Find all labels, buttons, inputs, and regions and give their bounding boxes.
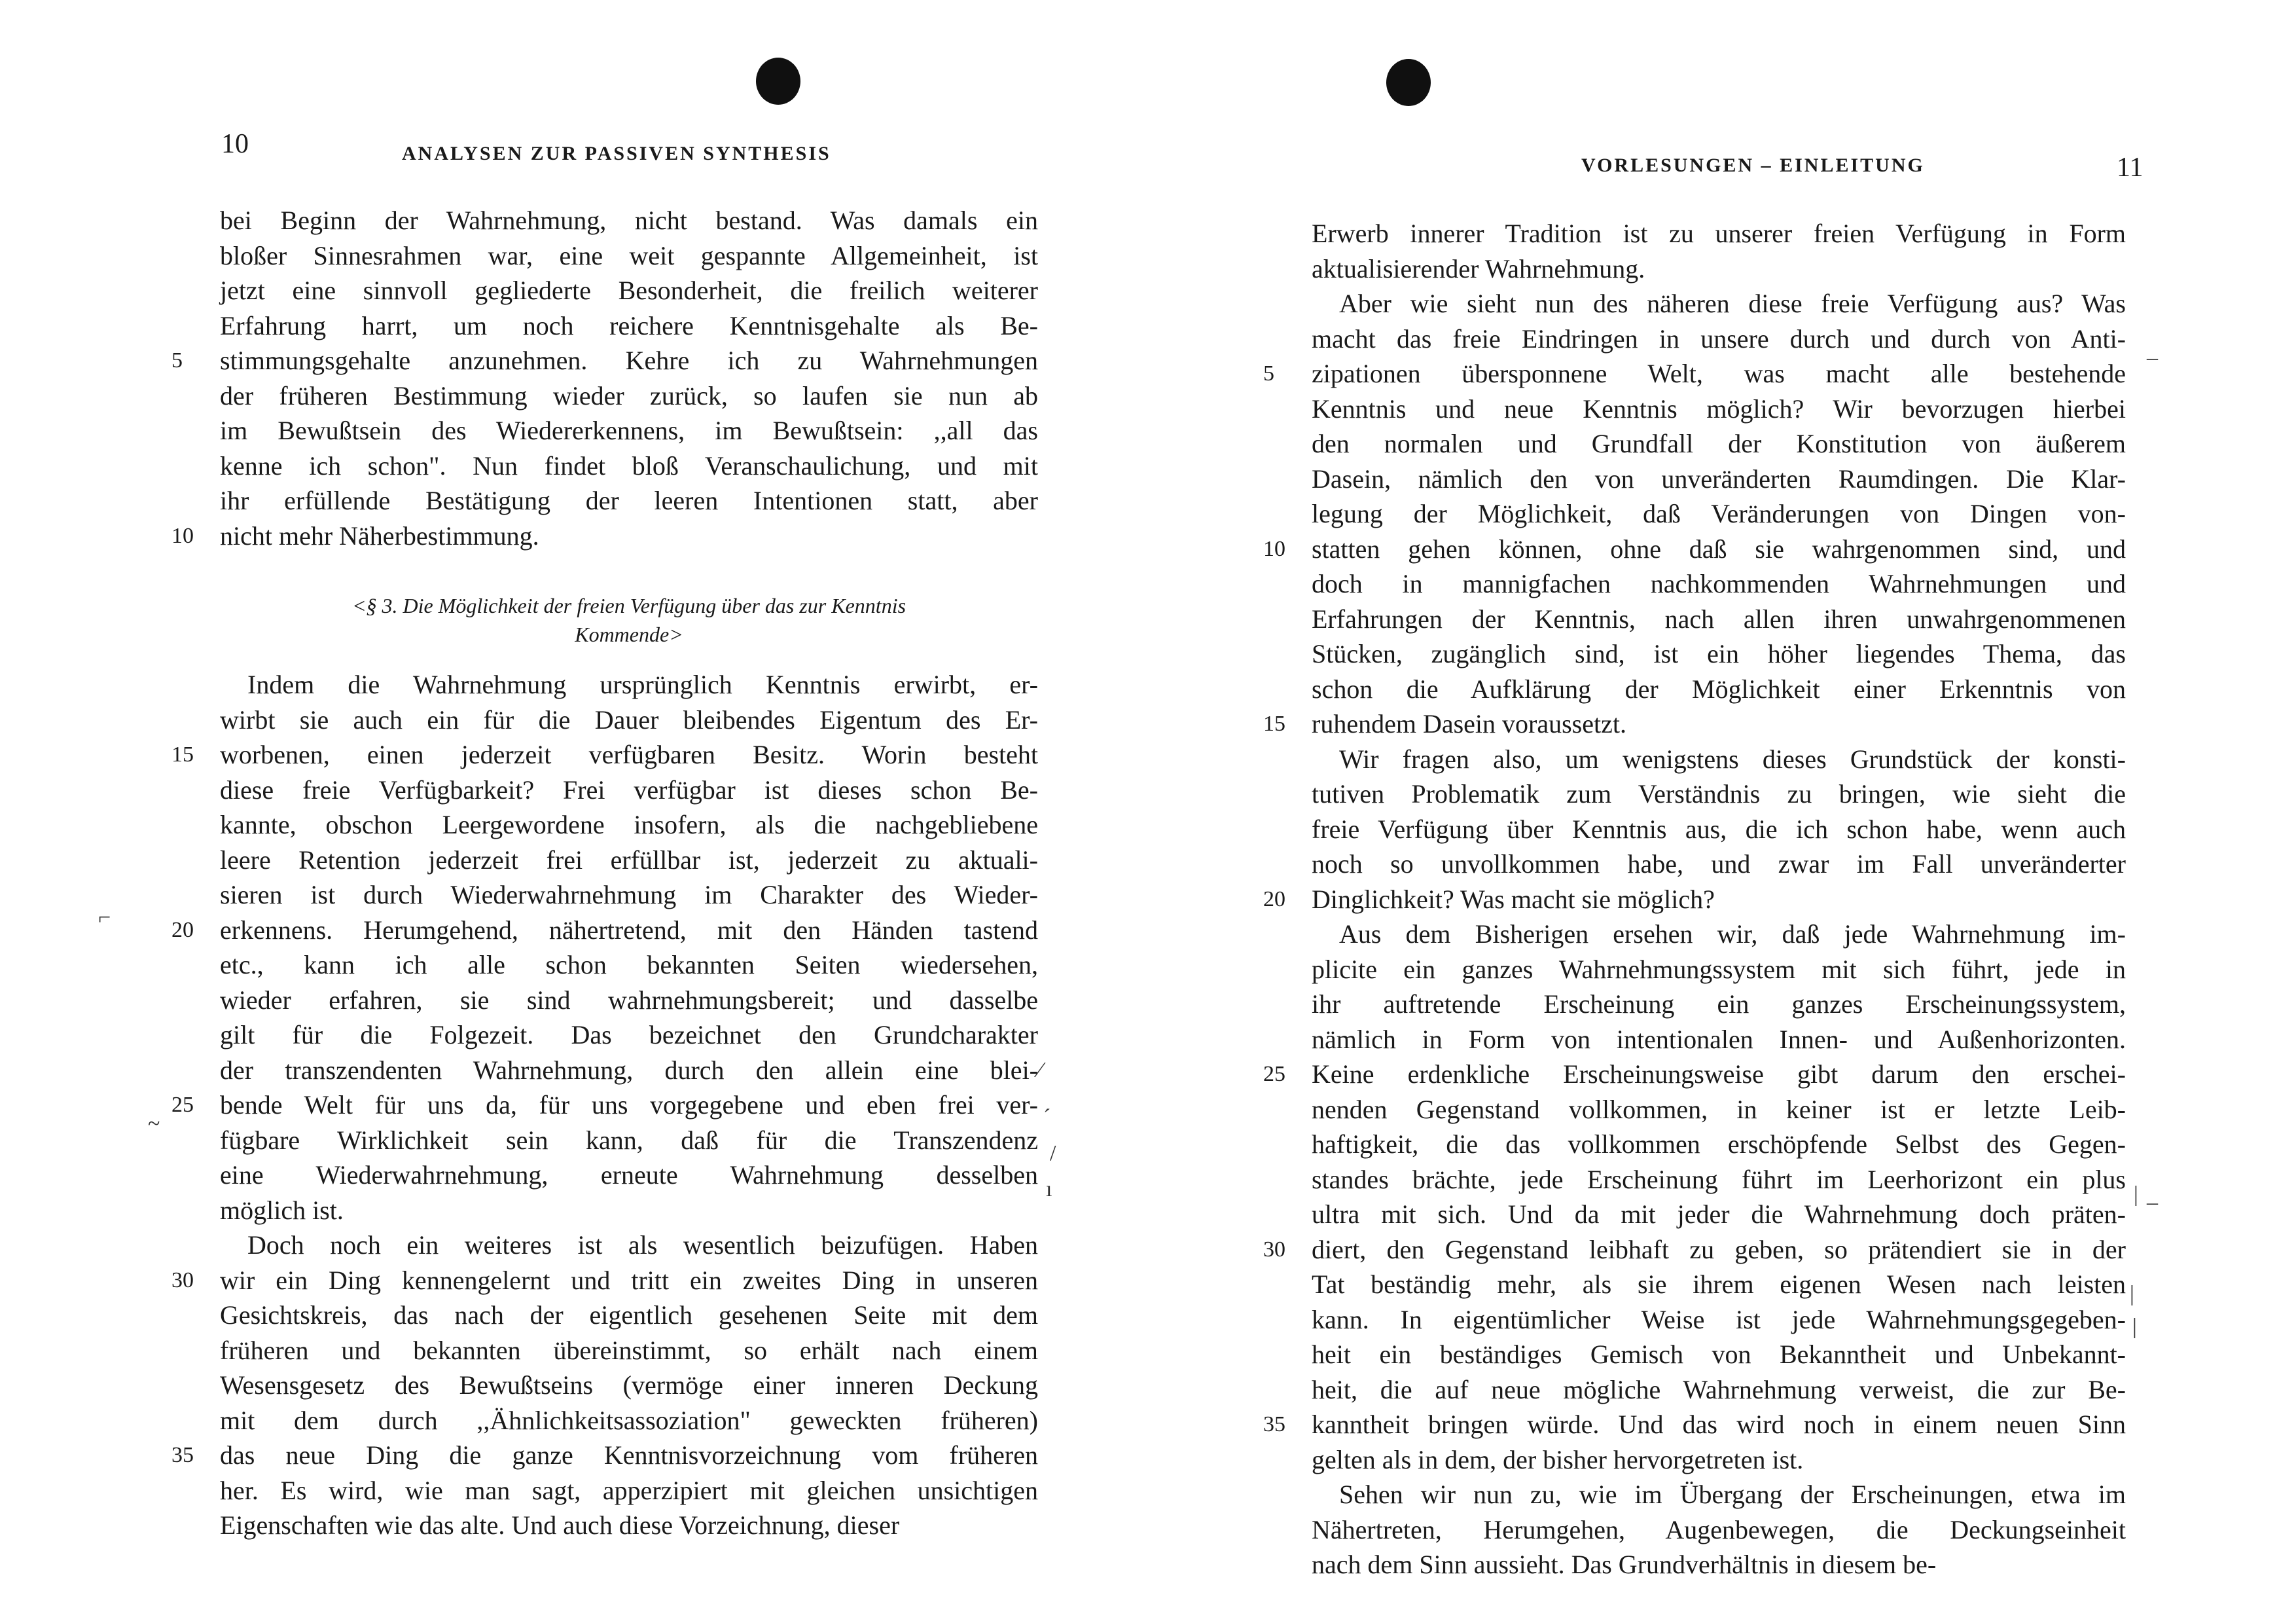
line-text: Keine erdenkliche Erscheinungsweise gibt darum den erschei- xyxy=(1312,1059,2126,1089)
line-text: Aus dem Bisherigen ersehen wir, daß jede Wahrnehmung im- xyxy=(1339,919,2126,949)
text-line xyxy=(1263,882,2126,917)
line-text: Tat beständig mehr, als sie ihrem eigenen Wesen nach leisten xyxy=(1312,1269,2126,1299)
line-text: ultra mit sich. Und da mit jeder die Wahrnehmung doch präten- xyxy=(1312,1199,2126,1229)
text-line xyxy=(1312,847,2126,882)
line-text: nämlich in Form von intentionalen Innen- und Außenhorizonten. xyxy=(1312,1024,2126,1054)
running-head: ANALYSEN ZUR PASSIVEN SYNTHESIS xyxy=(402,143,831,164)
line-text: erkennens. Herumgehend, nähertretend, mit den Händen tastend xyxy=(220,915,1038,945)
line-text: kenne ich schon". Nun findet bloß Veranschaulichung, und mit xyxy=(220,450,1038,481)
line-text: legung der Möglichkeit, daß Veränderungen von Dingen von- xyxy=(1312,499,2126,528)
text-line xyxy=(1263,356,2126,392)
paragraph xyxy=(171,667,1038,1228)
line-number: 30 xyxy=(1263,1237,1285,1262)
right-text-block xyxy=(1263,216,2126,1582)
text-line xyxy=(171,737,1038,773)
line-text: Dasein, nämlich den von unveränderten Raumdingen. Die Klar- xyxy=(1312,464,2126,494)
text-line xyxy=(220,483,1038,519)
line-text: kann. In eigentümlicher Weise ist jede Wahrnehmungsgegeben- xyxy=(1312,1304,2126,1334)
right-page xyxy=(1148,0,2296,1623)
line-number: 35 xyxy=(1263,1412,1285,1436)
line-text: diert, den Gegenstand leibhaft zu geben, so prätendiert sie in der xyxy=(1312,1234,2126,1264)
text-line xyxy=(220,1508,1038,1543)
text-line xyxy=(220,448,1038,484)
line-text: sieren ist durch Wiederwahrnehmung im Charakter des Wieder- xyxy=(220,880,1038,909)
text-line xyxy=(220,1193,1038,1228)
line-text: Wesensgesetz des Bewußtseins (vermöge einer inneren Deckung xyxy=(220,1370,1038,1400)
line-text: her. Es wird, wie man sagt, apperzipiert mit gleichen unsichtigen xyxy=(220,1475,1038,1505)
line-number: 30 xyxy=(171,1267,194,1292)
line-text: Erwerb innerer Tradition ist zu unserer freien Verfügung in Form xyxy=(1312,219,2126,248)
line-text: wieder erfahren, sie sind wahrnehmungsbereit; und dasselbe xyxy=(220,985,1038,1015)
line-text: aktualisierender Wahrnehmung. xyxy=(1312,253,1645,283)
line-text: kannte, obschon Leergewordene insofern, als die nachgebliebene xyxy=(220,810,1038,839)
paragraph xyxy=(1263,742,2126,917)
line-text: plicite ein ganzes Wahrnehmungssystem mit sich führt, jede in xyxy=(1312,954,2126,984)
text-line xyxy=(220,1298,1038,1333)
line-number: 10 xyxy=(1263,536,1285,561)
line-text: heit ein beständiges Gemisch von Bekanntheit und Unbekannt- xyxy=(1312,1340,2126,1369)
text-line xyxy=(220,378,1038,414)
line-text: kanntheit bringen würde. Und das wird noch in einem neuen Sinn xyxy=(1312,1410,2126,1439)
text-line xyxy=(1263,706,2126,742)
paragraph xyxy=(1312,216,2126,286)
text-line xyxy=(220,1158,1038,1193)
text-line xyxy=(1312,1092,2126,1127)
text-line xyxy=(1312,392,2126,427)
text-line xyxy=(1312,462,2126,497)
text-line xyxy=(1312,636,2126,672)
text-line xyxy=(171,913,1038,948)
line-text: den normalen und Grundfall der Konstitution von äußerem xyxy=(1312,429,2126,458)
text-line xyxy=(220,273,1038,308)
text-line xyxy=(220,983,1038,1018)
line-text: Gesichtskreis, das nach der eigentlich gesehenen Seite mit dem xyxy=(220,1300,1038,1330)
line-text: leere Retention jederzeit frei erfüllbar ist, jederzeit zu aktuali- xyxy=(220,845,1038,875)
margin-mark: ı xyxy=(1046,1177,1052,1201)
text-line xyxy=(1312,952,2126,987)
line-text: nenden Gegenstand vollkommen, in keiner ist er letzte Leib- xyxy=(1312,1094,2126,1124)
section-heading-line: Kommende> xyxy=(575,623,683,646)
line-text: freie Verfügung über Kenntnis aus, die ich schon habe, wenn auch xyxy=(1312,814,2126,844)
text-line xyxy=(1312,1477,2126,1512)
text-line xyxy=(1263,532,2126,567)
line-text: noch so unvollkommen habe, und zwar im Fall unveränderter xyxy=(1312,849,2126,879)
text-line xyxy=(1312,1442,2126,1478)
line-text: nicht mehr Näherbestimmung. xyxy=(220,520,539,551)
text-line xyxy=(1312,917,2126,952)
line-number: 10 xyxy=(171,523,194,548)
line-text: schon die Aufklärung der Möglichkeit einer Erkenntnis von xyxy=(1312,674,2126,704)
text-line xyxy=(171,1263,1038,1298)
line-text: zipationen übersponnene Welt, was macht alle bestehende xyxy=(1312,359,2126,388)
line-text: haftigkeit, die das vollkommen erschöpfende Selbst des Gegen- xyxy=(1312,1129,2126,1159)
paragraph xyxy=(1312,1477,2126,1582)
line-text: jetzt eine sinnvoll gegliederte Besonderheit, die freilich weiterer xyxy=(220,276,1038,305)
text-line xyxy=(1312,776,2126,812)
left-text-block xyxy=(171,203,1038,1543)
line-text: mit dem durch ,,Ähnlichkeitsassoziation" geweckten früheren) xyxy=(220,1405,1038,1435)
margin-mark: / xyxy=(1050,1141,1056,1165)
line-text: Erfahrung harrt, um noch reichere Kenntnisgehalte als Be- xyxy=(220,310,1038,340)
line-text: der früheren Bestimmung wieder zurück, so laufen sie nun ab xyxy=(220,380,1038,410)
text-line xyxy=(220,702,1038,738)
line-text: worbenen, einen jederzeit verfügbaren Besitz. Worin besteht xyxy=(220,740,1038,769)
text-line xyxy=(220,807,1038,843)
paragraph xyxy=(1263,286,2126,742)
line-text: wir ein Ding kennengelernt und tritt ein zweites Ding in unseren xyxy=(220,1265,1038,1295)
line-text: Indem die Wahrnehmung ursprünglich Kenntnis erwirbt, er- xyxy=(247,670,1038,699)
text-line xyxy=(1312,216,2126,251)
line-text: stimmungsgehalte anzunehmen. Kehre ich zu Wahrnehmungen xyxy=(220,346,1038,375)
line-text: doch in mannigfachen nachkommenden Wahrnehmungen und xyxy=(1312,569,2126,598)
line-text: diese freie Verfügbarkeit? Frei verfügbar ist dieses schon Be- xyxy=(220,775,1038,805)
line-text: heit, die auf neue mögliche Wahrnehmung verweist, die zur Be- xyxy=(1312,1374,2126,1404)
line-text: Wir fragen also, um wenigstens dieses Grundstück der konsti- xyxy=(1339,744,2126,774)
line-number: 15 xyxy=(171,742,194,767)
line-number: 15 xyxy=(1263,712,1285,736)
margin-mark: – xyxy=(2147,346,2158,370)
text-line xyxy=(220,667,1038,702)
line-text: macht das freie Eindringen in unsere durch und durch von Anti- xyxy=(1312,323,2126,354)
text-line xyxy=(1312,1512,2126,1548)
margin-mark: | xyxy=(2134,1182,2138,1207)
text-line xyxy=(220,773,1038,808)
text-line xyxy=(220,1368,1038,1403)
text-line xyxy=(1312,1197,2126,1232)
text-line xyxy=(1312,602,2126,637)
text-line xyxy=(220,238,1038,274)
text-line xyxy=(220,1473,1038,1508)
text-line xyxy=(220,1017,1038,1053)
line-text: Stücken, zugänglich sind, ist ein höher liegendes Thema, das xyxy=(1312,639,2126,668)
line-text: bende Welt für uns da, für uns vorgegebene und eben frei ver- xyxy=(220,1090,1038,1120)
margin-mark: | xyxy=(2132,1315,2137,1339)
text-line xyxy=(1312,1547,2126,1582)
line-number: 5 xyxy=(171,348,183,373)
text-line xyxy=(1312,426,2126,462)
margin-mark: ⌐ xyxy=(98,905,111,930)
text-line xyxy=(220,413,1038,448)
text-line xyxy=(1312,1267,2126,1302)
text-line xyxy=(1312,1372,2126,1408)
text-line xyxy=(1312,987,2126,1022)
line-text: Eigenschaften wie das alte. Und auch diese Vorzeichnung, dieser xyxy=(220,1510,900,1540)
line-number: 25 xyxy=(1263,1062,1285,1086)
text-line xyxy=(1312,566,2126,602)
line-text: Doch noch ein weiteres ist als wesentlich beizufügen. Haben xyxy=(247,1230,1038,1260)
margin-mark: ˊ xyxy=(1043,1105,1051,1129)
text-line xyxy=(1312,251,2126,287)
line-text: eine Wiederwahrnehmung, erneute Wahrnehmung desselben xyxy=(220,1160,1038,1190)
text-line xyxy=(220,203,1038,238)
page-number: 11 xyxy=(2117,153,2144,183)
margin-mark: ~ xyxy=(148,1112,160,1136)
line-text: etc., kann ich alle schon bekannten Seiten wiedersehen, xyxy=(220,950,1038,979)
line-text: nach dem Sinn aussieht. Das Grundverhältnis in diesem be- xyxy=(1312,1550,1937,1579)
margin-mark: | xyxy=(2130,1282,2134,1306)
line-text: wirbt sie auch ein für die Dauer bleibendes Eigentum des Er- xyxy=(220,704,1038,735)
line-text: gelten als in dem, der bisher hervorgetreten ist. xyxy=(1312,1444,1804,1474)
text-line xyxy=(1312,286,2126,321)
text-line xyxy=(1312,1162,2126,1197)
text-line xyxy=(220,947,1038,983)
text-line xyxy=(1312,496,2126,532)
paragraph xyxy=(171,1228,1038,1543)
paragraph xyxy=(171,203,1038,553)
line-text: das neue Ding die ganze Kenntnisvorzeichnung vom früheren xyxy=(220,1440,1038,1470)
line-text: Nähertreten, Herumgehen, Augenbewegen, die Deckungseinheit xyxy=(1312,1514,2126,1544)
text-line xyxy=(1312,1302,2126,1338)
text-line xyxy=(1312,812,2126,847)
text-line xyxy=(220,1403,1038,1438)
text-line xyxy=(1312,1127,2126,1162)
line-text: bloßer Sinnesrahmen war, eine weit gespannte Allgemeinheit, ist xyxy=(220,240,1038,270)
page-number: 10 xyxy=(221,129,249,159)
text-line xyxy=(1263,1057,2126,1092)
line-text: Aber wie sieht nun des näheren diese freie Verfügung aus? Was xyxy=(1339,289,2126,318)
text-line xyxy=(1312,321,2126,357)
paragraph xyxy=(1263,917,2126,1477)
line-text: der transzendenten Wahrnehmung, durch den allein eine blei- xyxy=(220,1055,1038,1085)
text-line xyxy=(220,1228,1038,1263)
text-line xyxy=(171,519,1038,554)
line-text: ruhendem Dasein voraussetzt. xyxy=(1312,709,1626,739)
text-line xyxy=(171,1087,1038,1123)
text-line xyxy=(220,1333,1038,1368)
margin-mark: – xyxy=(2147,1190,2158,1214)
text-line xyxy=(1312,742,2126,777)
line-text: Dinglichkeit? Was macht sie möglich? xyxy=(1312,884,1715,914)
line-number: 20 xyxy=(171,917,194,942)
text-line xyxy=(1263,1232,2126,1267)
text-line xyxy=(171,1438,1038,1473)
running-head: VORLESUNGEN – EINLEITUNG xyxy=(1581,155,1925,176)
margin-mark: ⁄ xyxy=(1038,1058,1042,1082)
text-line xyxy=(220,877,1038,913)
text-line xyxy=(171,343,1038,378)
line-text: Erfahrungen der Kenntnis, nach allen ihren unwahrgenommenen xyxy=(1312,604,2126,634)
line-text: gilt für die Folgezeit. Das bezeichnet den Grundcharakter xyxy=(220,1020,1038,1049)
line-number: 35 xyxy=(171,1443,194,1467)
line-text: möglich ist. xyxy=(220,1195,344,1225)
text-line xyxy=(220,843,1038,878)
section-heading-line: <§ 3. Die Möglichkeit der freien Verfügung über das zur Kenntnis xyxy=(351,594,906,617)
line-text: im Bewußtsein des Wiedererkennens, im Bewußtsein: ,,all das xyxy=(220,416,1038,445)
line-text: fügbare Wirklichkeit sein kann, daß für die Transzendenz xyxy=(220,1125,1038,1155)
text-line xyxy=(1263,1407,2126,1442)
line-text: früheren und bekannten übereinstimmt, so erhält nach einem xyxy=(220,1335,1038,1365)
line-number: 25 xyxy=(171,1093,194,1117)
text-line xyxy=(1312,1337,2126,1372)
text-line xyxy=(1312,672,2126,707)
line-text: Sehen wir nun zu, wie im Übergang der Erscheinungen, etwa im xyxy=(1339,1480,2126,1509)
line-number: 5 xyxy=(1263,361,1274,386)
line-text: Kenntnis und neue Kenntnis möglich? Wir bevorzugen hierbei xyxy=(1312,393,2126,424)
text-line xyxy=(220,1053,1038,1088)
text-line xyxy=(220,1123,1038,1158)
line-text: standes brächte, jede Erscheinung führt im Leerhorizont ein plus xyxy=(1312,1164,2126,1194)
line-text: ihr erfüllende Bestätigung der leeren Intentionen statt, aber xyxy=(220,486,1038,515)
line-text: statten gehen können, ohne daß sie wahrgenommen sind, und xyxy=(1312,534,2126,564)
line-text: ihr auftretende Erscheinung ein ganzes Erscheinungssystem, xyxy=(1312,989,2126,1019)
line-text: bei Beginn der Wahrnehmung, nicht bestand. Was damals ein xyxy=(220,206,1038,235)
line-text: tutiven Problematik zum Verständnis zu bringen, wie sieht die xyxy=(1312,779,2126,809)
text-line xyxy=(1312,1022,2126,1057)
section-heading xyxy=(220,591,1038,649)
line-number: 20 xyxy=(1263,886,1285,911)
text-line xyxy=(220,308,1038,344)
